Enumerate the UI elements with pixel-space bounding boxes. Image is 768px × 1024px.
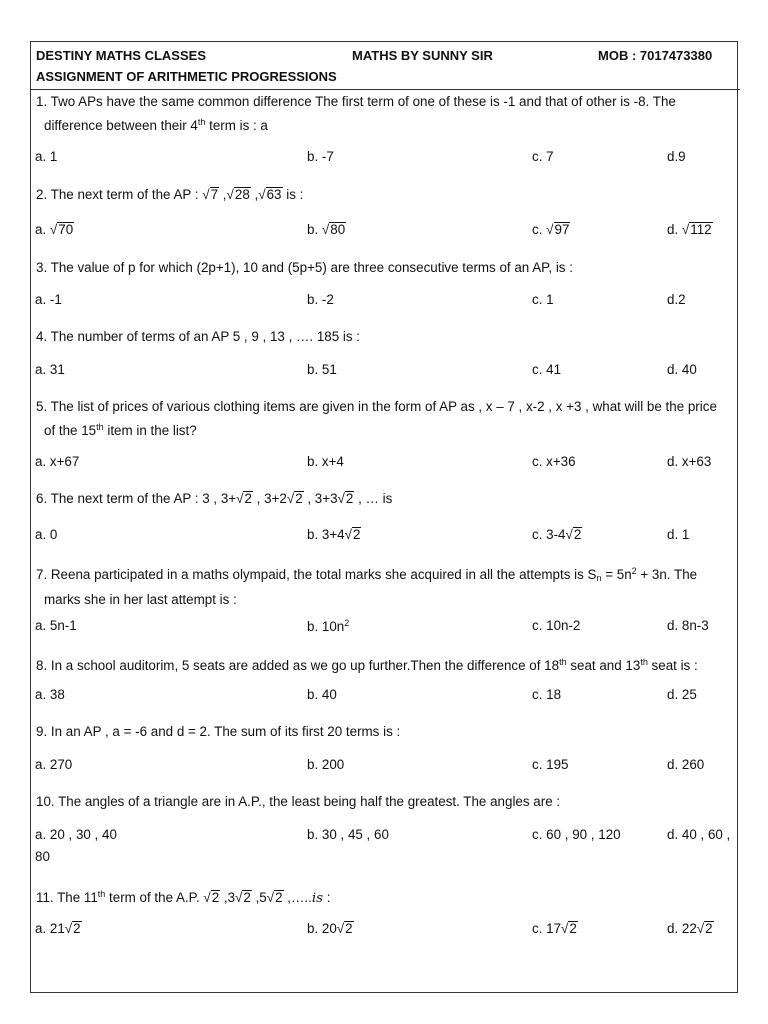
question-1-line2: difference between their 4th term is : a — [44, 117, 268, 133]
question-2 — [36, 184, 736, 205]
option-d[interactable]: d. 22√2 — [667, 921, 713, 936]
header-divider — [30, 89, 740, 90]
question-10 — [36, 791, 736, 812]
option-c[interactable]: c. 3-4√2 — [532, 527, 582, 542]
question-9-text: 9. In an AP , a = -6 and d = 2. The sum of its first 20 terms is : — [36, 724, 401, 739]
question-8-text: 8. In a school auditorim, 5 seats are added as we go up further.Then the difference of 18th seat and 13th seat is : — [36, 657, 698, 673]
option-d[interactable]: d.2 — [667, 292, 686, 307]
question-1-line1: 1. Two APs have the same common difference The first term of one of these is -1 and that of other is -8. The — [36, 94, 676, 109]
option-a[interactable]: a. -1 — [35, 292, 62, 307]
sqrt-symbol: √2 — [236, 491, 252, 506]
option-a[interactable]: a. 31 — [35, 362, 65, 377]
option-b[interactable]: b. -2 — [307, 292, 334, 307]
question-7-options — [35, 618, 735, 638]
option-d-wrap: 80 — [35, 849, 50, 864]
option-d[interactable]: d. x+63 — [667, 454, 712, 469]
option-a[interactable]: a. √70 — [35, 222, 74, 237]
option-d[interactable]: d. 25 — [667, 687, 697, 702]
option-b[interactable]: b. x+4 — [307, 454, 344, 469]
question-2-text: 2. The next term of the AP : √7 ,√28 ,√63 is : — [36, 184, 736, 205]
question-4-options — [35, 362, 735, 382]
option-c[interactable]: c. x+36 — [532, 454, 576, 469]
option-b[interactable]: b. 30 , 45 , 60 — [307, 827, 389, 842]
option-b[interactable]: b. 200 — [307, 757, 345, 772]
question-10-text: 10. The angles of a triangle are in A.P., the least being half the greatest. The angles are : — [36, 794, 561, 809]
question-9-options — [35, 757, 735, 777]
option-d[interactable]: d. 40 , 60 , — [667, 827, 731, 842]
option-a[interactable]: a. 21√2 — [35, 921, 81, 936]
question-7-line1: 7. Reena participated in a maths olympaid, the total marks she acquired in all the attempts is $S_n = 5n^2 + 3n$. The — [36, 566, 698, 583]
question-8-options — [35, 687, 735, 707]
question-10-options — [35, 827, 735, 847]
sqrt-symbol: √2 — [266, 890, 283, 905]
question-5-options — [35, 454, 735, 474]
option-b[interactable]: b. 3+4√2 — [307, 527, 361, 542]
question-11-text: 11. The 11th term of the A.P. √2 ,3√2 ,5√2 ,…..is : — [36, 889, 331, 906]
sqrt-symbol: √2 — [203, 890, 220, 905]
sqrt-symbol: √2 — [286, 491, 303, 506]
option-d[interactable]: d. 1 — [667, 527, 690, 542]
option-c[interactable]: c. 7 — [532, 149, 554, 164]
question-5-line2: of the 15th item in the list? — [44, 422, 197, 438]
option-c[interactable]: c. 1 — [532, 292, 554, 307]
question-2-options — [35, 222, 735, 242]
assignment-title: ASSIGNMENT OF ARITHMETIC PROGRESSIONS — [36, 69, 337, 84]
option-c[interactable]: c. 10n-2 — [532, 618, 581, 633]
option-c[interactable]: c. 195 — [532, 757, 569, 772]
question-11-options — [35, 921, 735, 941]
option-c[interactable]: c. 17√2 — [532, 921, 577, 936]
question-5-line1: 5. The list of prices of various clothing items are given in the form of AP as , x – 7 , x-2 , x +3 , what will be the price — [36, 399, 717, 414]
question-8 — [36, 652, 736, 676]
question-3-options — [35, 292, 735, 312]
option-a[interactable]: a. 5n-1 — [35, 618, 77, 633]
question-6 — [36, 488, 736, 509]
question-3-text: 3. The value of p for which (2p+1), 10 and (5p+5) are three consecutive terms of an AP, is : — [36, 260, 573, 275]
option-c[interactable]: c. 60 , 90 , 120 — [532, 827, 621, 842]
question-9 — [36, 721, 736, 742]
option-b[interactable]: b. $10n^2$ — [307, 618, 350, 634]
option-a[interactable]: a. 0 — [35, 527, 58, 542]
option-d[interactable]: d. 8n-3 — [667, 618, 709, 633]
option-a[interactable]: a. 270 — [35, 757, 73, 772]
sqrt-symbol: √2 — [235, 890, 251, 905]
question-4 — [36, 326, 736, 347]
option-d[interactable]: d. 260 — [667, 757, 705, 772]
question-6-options — [35, 527, 735, 547]
sqrt-symbol: √28 — [226, 187, 250, 202]
option-d[interactable]: d. √112 — [667, 222, 712, 237]
teacher-name: MATHS BY SUNNY SIR — [352, 48, 493, 63]
option-b[interactable]: b. 40 — [307, 687, 337, 702]
question-1-options — [35, 149, 735, 169]
option-d[interactable]: d.9 — [667, 149, 686, 164]
question-11 — [36, 884, 736, 909]
mobile-number: MOB : 7017473380 — [598, 48, 713, 63]
option-a[interactable]: a. 38 — [35, 687, 65, 702]
question-3 — [36, 257, 736, 278]
option-a[interactable]: a. x+67 — [35, 454, 80, 469]
question-6-text: 6. The next term of the AP : 3 , 3+√2 , 3+2√2 , 3+3√2 , … is — [36, 488, 736, 509]
option-b[interactable]: b. 20√2 — [307, 921, 353, 936]
option-b[interactable]: b. -7 — [307, 149, 334, 164]
option-c[interactable]: c. √97 — [532, 222, 570, 237]
option-d[interactable]: d. 40 — [667, 362, 697, 377]
option-c[interactable]: c. 41 — [532, 362, 562, 377]
sqrt-symbol: √63 — [258, 187, 282, 202]
sqrt-symbol: √7 — [202, 187, 219, 202]
question-7 — [36, 561, 736, 610]
option-b[interactable]: b. √80 — [307, 222, 346, 237]
school-name: DESTINY MATHS CLASSES — [36, 48, 206, 63]
question-1 — [36, 91, 736, 136]
question-7-line2: marks she in her last attempt is : — [44, 592, 237, 607]
option-a[interactable]: a. 1 — [35, 149, 58, 164]
question-5 — [36, 396, 736, 441]
question-4-text: 4. The number of terms of an AP 5 , 9 , 13 , …. 185 is : — [36, 329, 361, 344]
sqrt-symbol: √2 — [337, 491, 354, 506]
option-b[interactable]: b. 51 — [307, 362, 337, 377]
option-c[interactable]: c. 18 — [532, 687, 562, 702]
option-a[interactable]: a. 20 , 30 , 40 — [35, 827, 117, 842]
